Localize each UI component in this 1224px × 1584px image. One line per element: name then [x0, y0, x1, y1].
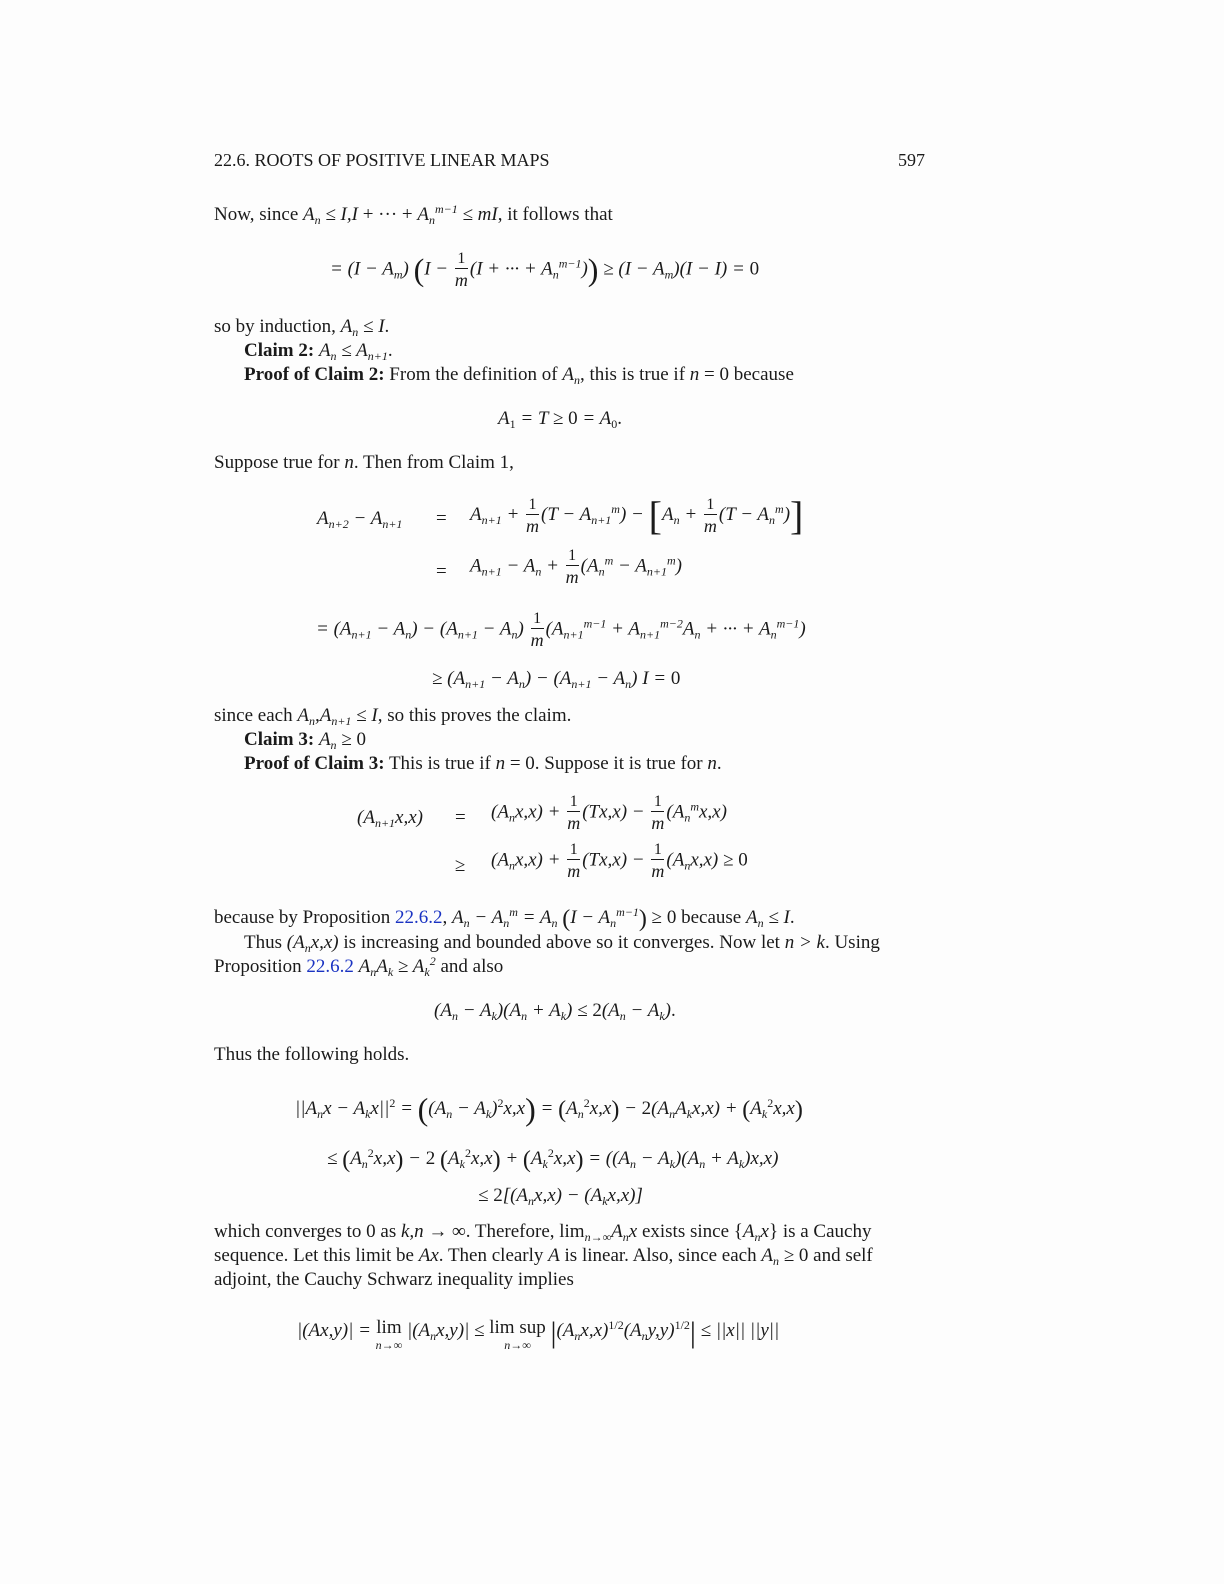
- text-line: so by induction, $A_n \le I$.: [214, 316, 390, 339]
- display-equation: $A_{n+2} - A_{n+1}$: [317, 508, 403, 531]
- proposition-link[interactable]: 22.6.2: [395, 907, 443, 928]
- display-equation: = $(A_{n+1} - A_n) - (A_{n+1} - A_n)$ $\frac{1}{m}$ ($A_{n+1}^{m-1} + A_{n+1}^{m-2}A_n$ + ··· + $A_n^{m-1}$): [316, 610, 806, 650]
- text-line: which converges to 0 as k,n → ∞. Therefore, $\lim_{n\to\infty}A_nx$ exists since $\{A_nx\}$ is a Cauchy: [214, 1221, 872, 1244]
- display-equation: |(Ax,y)| = lim n→∞ $|(A_nx,y)| \le \lim$ sup n→∞ $|(A_nx,x)^{1/2}(A_ny,y)^{1/2}| \le ||x||$ ||y||: [297, 1316, 780, 1352]
- display-equation: $(A_nx,x)$ + $\frac{1}{m}$ (Tx,x) − $\frac{1}{m}$ $(A_n^mx,x)$: [491, 793, 727, 833]
- text-line: sequence. Let this limit be Ax. Then clearly A is linear. Also, since each $A_n \ge 0$ and self: [214, 1245, 873, 1268]
- text-line: Thus $(A_nx,x)$ is increasing and bounded above so it converges. Now let n > k. Using: [244, 932, 880, 955]
- text-line: since each $A_n,A_{n+1} \le I$, so this proves the claim.: [214, 705, 572, 728]
- display-equation: $(A_nx,x)$ + $\frac{1}{m}$ (Tx,x) − $\frac{1}{m}$ $(A_nx,x) \ge 0$: [491, 841, 748, 881]
- text-line: adjoint, the Cauchy Schwarz inequality implies: [214, 1269, 574, 1290]
- display-equation: ≥ $(A_{n+1} - A_n) - (A_{n+1} - A_n) I = 0$: [432, 668, 681, 691]
- display-equation: ≤ $2[(A_nx,x) - (A_kx,x)]$: [478, 1185, 643, 1208]
- text-line: because by Proposition 22.6.2, $A_n - A_n^m = A_n$ $(I - A_n^{m-1}) \ge 0$ because $A_n \le I$.: [214, 905, 795, 932]
- text-line: Now, since $A_n \le I,I$ + ··· + $A_n^{m-1}$ ≤ mI, it follows that: [214, 202, 613, 227]
- display-equation: ≤ $(A_n^2x,x) - 2$ $(A_k^2x,x) + (A_k^2x,x) = ((A_n - A_k)(A_n + A_k)x,x)$: [327, 1146, 779, 1173]
- display-equation: =: [436, 508, 447, 529]
- display-equation: $A_1 = T \ge 0 = A_0$.: [498, 408, 622, 431]
- display-equation: $A_{n+1} - A_n$ + $\frac{1}{m}$ $(A_n^m - A_{n+1}^m)$: [470, 547, 682, 587]
- proposition-link[interactable]: 22.6.2: [306, 956, 354, 977]
- proof-claim-2: Proof of Claim 2: From the definition of $A_n$, this is true if n = 0 because: [244, 364, 794, 387]
- page-number: 597: [898, 150, 925, 170]
- claim-3: Claim 3: $A_n \ge 0$: [244, 729, 366, 752]
- display-equation: $||A_nx - A_kx||^2 = ((A_n - A_k)^2x,x) = (A_n^2x,x) - 2(A_nA_kx,x) + (A_k^2x,x)$: [295, 1091, 803, 1127]
- display-equation: =: [455, 807, 466, 828]
- claim-2: Claim 2: $A_n \le A_{n+1}$.: [244, 340, 393, 363]
- running-head: 22.6. ROOTS OF POSITIVE LINEAR MAPS: [214, 150, 550, 170]
- proof-claim-3: Proof of Claim 3: This is true if n = 0. Suppose it is true for n.: [244, 753, 722, 774]
- display-equation: =: [436, 561, 447, 582]
- text-line: Suppose true for n. Then from Claim 1,: [214, 452, 514, 473]
- display-equation: $(A_{n+1}x,x)$: [357, 807, 423, 830]
- display-equation: = $(I - A_m)$ (I − $\frac{1}{m}$ (I + ··· + $A_n^{m-1})) \ge (I - A_m)(I - I) = 0$: [330, 250, 760, 290]
- display-equation: ≥: [455, 855, 466, 876]
- display-equation: $(A_n - A_k)(A_n + A_k) \le 2(A_n - A_k)$.: [434, 1000, 676, 1023]
- text-line: Proposition 22.6.2 $A_nA_k \ge A_k^2$ and also: [214, 954, 504, 979]
- text-line: Thus the following holds.: [214, 1044, 410, 1065]
- display-equation: $A_{n+1}$ + $\frac{1}{m}$ $(T - A_{n+1}^m) - [A_n$ + $\frac{1}{m}$ $(T - A_n^m)$]: [470, 493, 804, 538]
